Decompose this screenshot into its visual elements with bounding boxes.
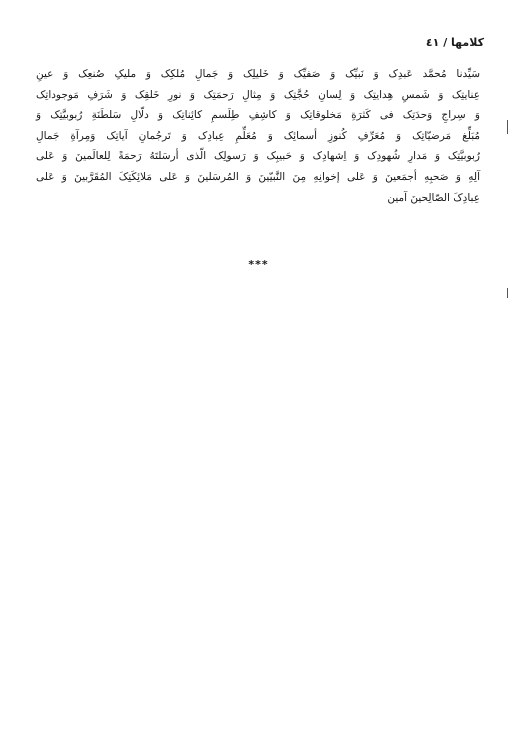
text-line: مُبَلِّغ مَرضیّاتِک وَ مُعَرِّفِ کُنوزِ أسمائِک وَ مُعَلِّمِ عِبادِک وَ تَرجُمانِ آیاتِک وَمِرآةِ جَمالِ [36,129,480,142]
page-edge-mark [507,120,508,134]
text-line: رُبوبیَّتِک وَ مَدارِ شُهودِک وَ اِشهادِک وَ حَبیبِک وَ رَسولِک الّذی أرسَلتَهُ رَحمَةً لِلعالَمینَ وَ عَلی [36,150,480,163]
page-edge-mark [507,288,508,298]
page-title: كلامها / ٤١ [425,36,484,49]
text-line: عِبادِکَ الصّالِحینَ آمین [387,191,480,204]
prayer-text-block [36,64,480,208]
page-header [40,34,484,52]
text-line: سَیِّدنا مُحمَّد عَبدِک وَ نَبیِّک وَ صَفیِّک وَ خَلیلِک وَ جَمالِ مُلکِک وَ ملیکِ صُنعِک وَ عینِ [36,68,480,80]
text-line: عِنایتِک وَ شَمسِ هِدایتِک وَ لِسانِ حُجَّتِک وَ مِثالِ رَحمَتِک وَ نورِ خَلقِک وَ شَرَفِ مَوجوداتِک [36,88,480,101]
text-line: وَ سِراجِ وَحدَتِک فی کَثرَةِ مَخلوقاتِک وَ کاشِفِ طِلَسمِ کائِناتِک وَ دلّالِ سَلطَنَةِ رُبوبیَّتِک وَ [36,109,480,122]
section-separator: *** [248,258,269,271]
text-line: آلِهِ وَ صَحبِهِ أجمَعینَ وَ عَلی إخوانِهِ مِنَ النَّبیّینَ وَ المُرسَلینَ وَ عَلی مَلائِکَتِکَ المُقَرَّبینَ وَ عَلی [36,170,480,183]
